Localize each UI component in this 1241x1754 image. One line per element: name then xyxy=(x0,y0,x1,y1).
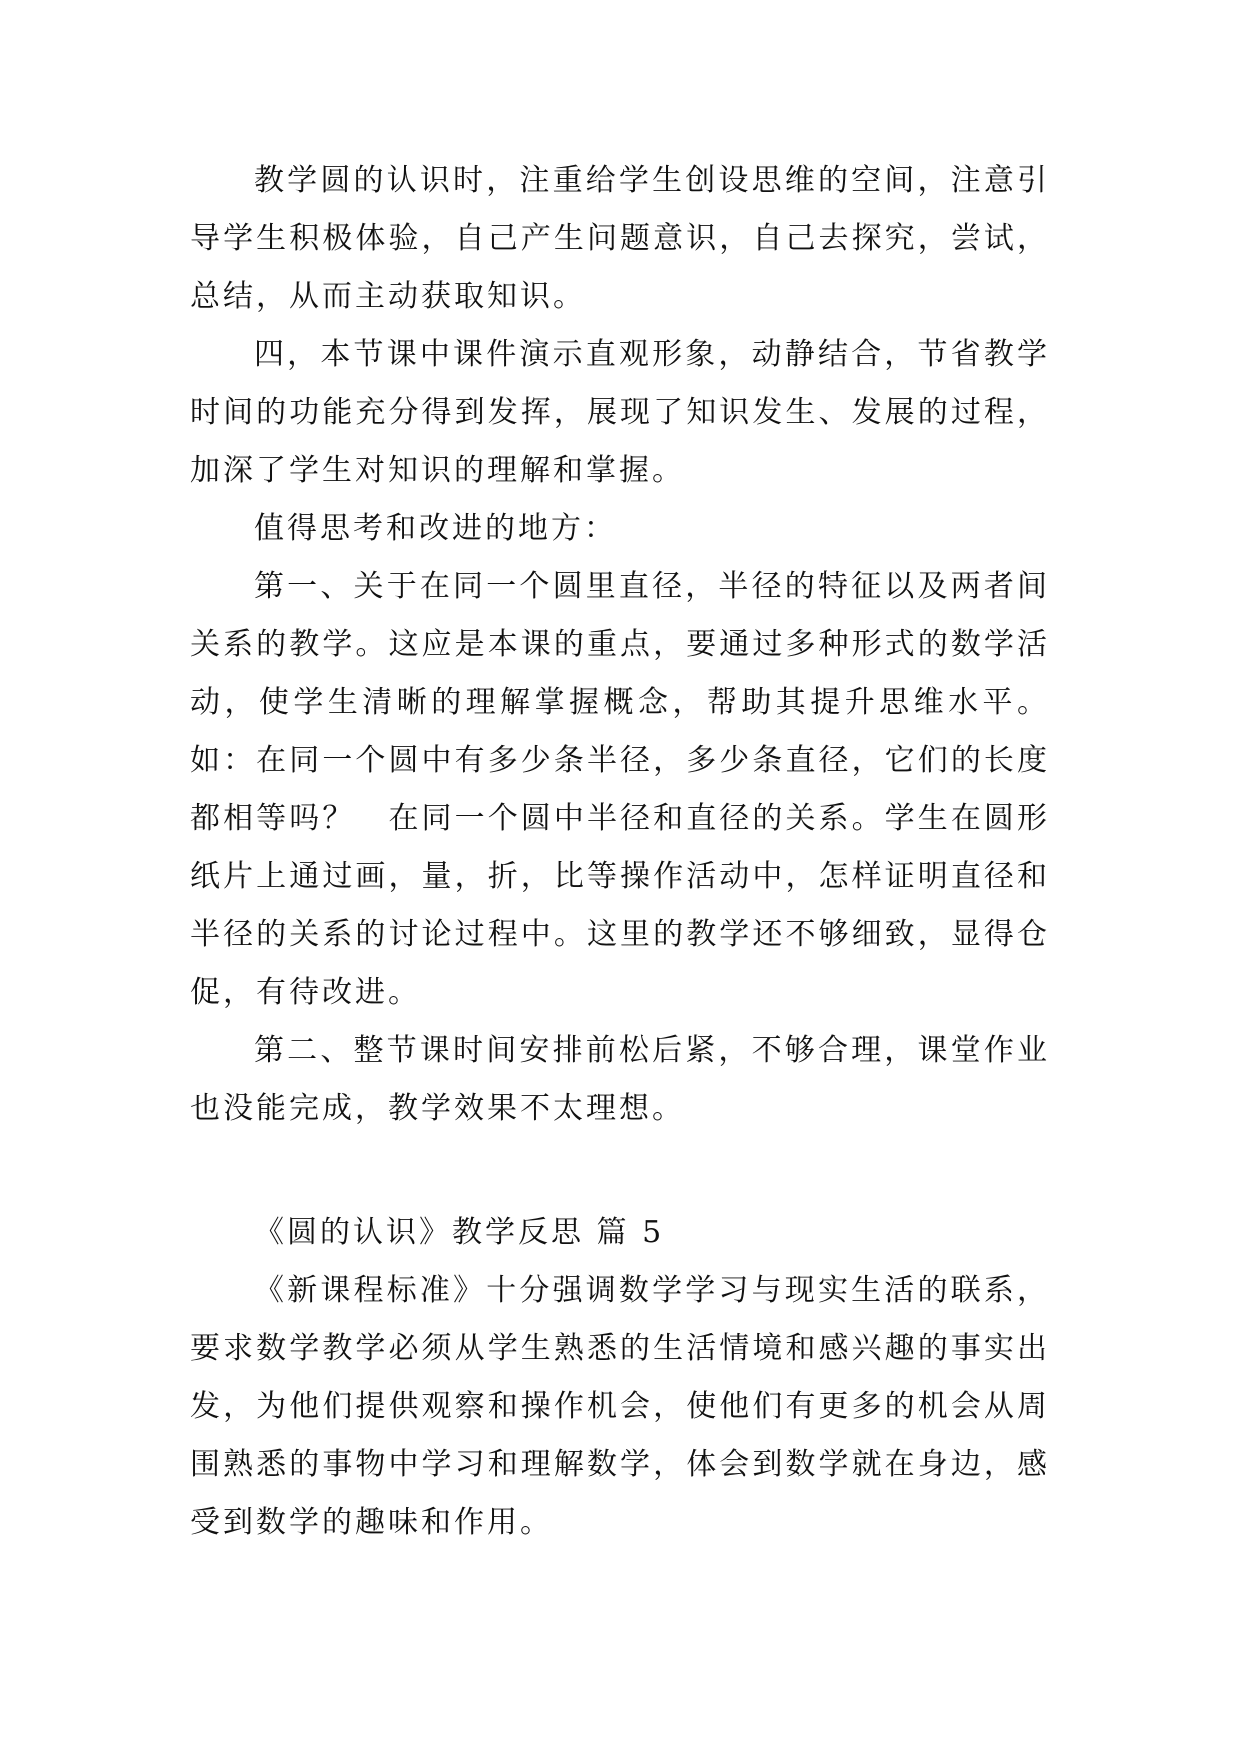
paragraph: 四，本节课中课件演示直观形象，动静结合，节省教学时间的功能充分得到发挥，展现了知识发生、发展的过程，加深了学生对知识的理解和掌握。 xyxy=(190,337,1050,488)
document-body xyxy=(190,152,1050,1552)
paragraph: 值得思考和改进的地方： xyxy=(254,511,617,546)
section-title: 《圆的认识》教学反思 篇 5 xyxy=(254,1215,665,1250)
paragraph: 《新课程标准》十分强调数学学习与现实生活的联系，要求数学教学必须从学生熟悉的生活情境和感兴趣的事实出发，为他们提供观察和操作机会，使他们有更多的机会从周围熟悉的事物中学习和理解数学，体会到数学就在身边，感受到数学的趣味和作用。 xyxy=(190,1273,1050,1540)
paragraph: 教学圆的认识时，注重给学生创设思维的空间，注意引导学生积极体验，自己产生问题意识，自己去探究，尝试，总结，从而主动获取知识。 xyxy=(190,163,1050,314)
paragraph: 第一、关于在同一个圆里直径，半径的特征以及两者间关系的教学。这应是本课的重点，要通过多种形式的数学活动，使学生清晰的理解掌握概念，帮助其提升思维水平。如：在同一个圆中有多少条半径，多少条直径，它们的长度都相等吗？ 在同一个圆中半径和直径的关系。学生在圆形纸片上通过画，量，折，比等操作活动中，怎样证明直径和半径的关系的讨论过程中。这里的教学还不够细致，显得仓促，有待改进。 xyxy=(190,569,1050,1010)
paragraph: 第二、整节课时间安排前松后紧，不够合理，课堂作业也没能完成，教学效果不太理想。 xyxy=(190,1033,1050,1126)
